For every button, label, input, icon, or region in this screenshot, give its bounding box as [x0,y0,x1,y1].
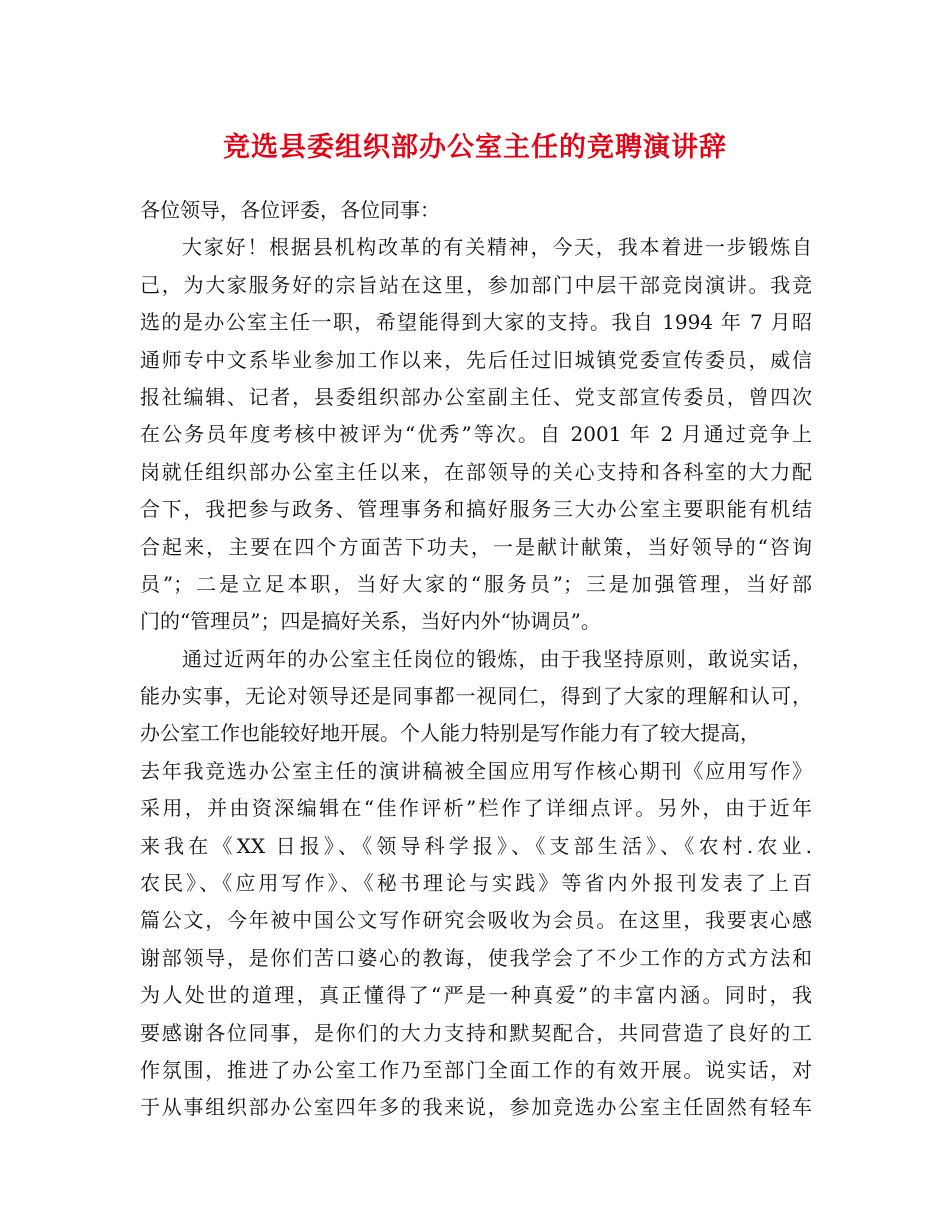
body-line: 选的是办公室主任一职，希望能得到大家的支持。我自 1994 年 7 月昭 [140,310,812,335]
body-line: 农民》、《应用写作》、《秘书理论与实践》等省内外报刊发表了上百 [140,871,812,896]
body-line: 门的“管理员”；四是搞好关系，当好内外“协调员”。 [140,609,601,634]
body-line: 岗就任组织部办公室主任以来，在部领导的关心支持和各科室的大力配 [140,459,812,484]
body-line: 来我在《XX 日报》、《领导科学报》、《支部生活》、《农村.农业. [140,833,812,858]
body-line: 采用，并由资深编辑在“佳作评析”栏作了详细点评。另外，由于近年 [140,796,812,821]
body-line: 己，为大家服务好的宗旨站在这里，参加部门中层干部竞岗演讲。我竞 [140,272,812,297]
body-line: 大家好！根据县机构改革的有关精神，今天，我本着进一步锻炼自 [182,235,812,260]
document-title: 竞选县委组织部办公室主任的竞聘演讲辞 [223,132,727,163]
body-line: 通师专中文系毕业参加工作以来，先后任过旧城镇党委宣传委员，威信 [140,347,812,372]
body-line: 能办实事，无论对领导还是同事都一视同仁，得到了大家的理解和认可， [140,684,812,709]
body-line: 谢部领导，是你们苦口婆心的教诲，使我学会了不少工作的方式方法和 [140,945,812,970]
body-line: 篇公文，今年被中国公文写作研究会吸收为会员。在这里，我要衷心感 [140,908,812,933]
body-line: 报社编辑、记者，县委组织部办公室副主任、党支部宣传委员，曾四次 [140,384,812,409]
body-line: 在公务员年度考核中被评为“优秀”等次。自 2001 年 2 月通过竞争上 [140,422,812,447]
body-line: 作氛围，推进了办公室工作乃至部门全面工作的有效开展。说实话，对 [140,1057,812,1082]
body-line: 各位领导，各位评委，各位同事： [140,198,440,222]
body-line: 要感谢各位同事，是你们的大力支持和默契配合，共同营造了良好的工 [140,1020,812,1045]
document-body [140,192,812,1127]
body-line: 合下，我把参与政务、管理事务和搞好服务三大办公室主要职能有机结 [140,497,812,522]
body-line: 办公室工作也能较好地开展。个人能力特别是写作能力有了较大提高， [140,721,760,746]
body-line: 员”；二是立足本职，当好大家的“服务员”；三是加强管理，当好部 [140,571,812,596]
body-line: 通过近两年的办公室主任岗位的锻炼，由于我坚持原则，敢说实话， [182,646,812,671]
body-line: 为人处世的道理，真正懂得了“严是一种真爱”的丰富内涵。同时，我 [140,983,812,1008]
body-line: 于从事组织部办公室四年多的我来说，参加竞选办公室主任固然有轻车 [140,1095,812,1120]
body-line: 合起来，主要在四个方面苦下功夫，一是献计献策，当好领导的“咨询 [140,534,812,559]
body-line: 去年我竞选办公室主任的演讲稿被全国应用写作核心期刊《应用写作》 [140,758,812,783]
